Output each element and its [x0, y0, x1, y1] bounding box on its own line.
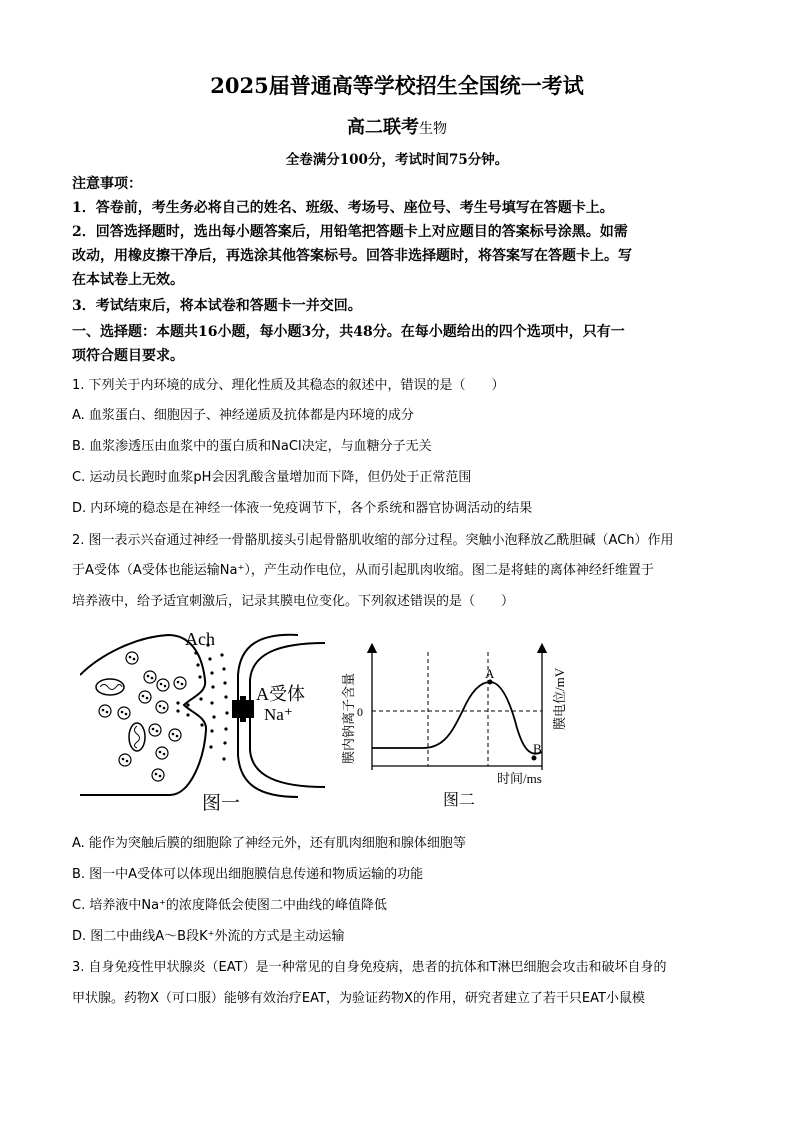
synaptic-vesicles: [99, 652, 186, 781]
vesicle-contents: [102, 656, 184, 778]
membrane-potential-curve: [372, 682, 542, 754]
notice-line: 在本试卷上无效。: [72, 272, 184, 288]
option-a: A. 能作为突触后膜的细胞除了神经元外，还有肌肉细胞和腺体细胞等: [72, 836, 466, 851]
figure-2-membrane-potential-graph: [335, 640, 580, 815]
mitochondrion-cristae: [100, 685, 122, 690]
figure-2-caption: 图二: [443, 792, 476, 809]
mitochondrion-icon: [129, 723, 145, 751]
notice-line: 1．答卷前，考生务必将自己的姓名、班级、考场号、座位号、考生号填写在答题卡上。: [72, 200, 614, 216]
point-b-label: B: [533, 741, 542, 756]
right-axis-label: 膜电位/mV: [552, 667, 567, 730]
x-axis-label: 时间/ms: [497, 771, 542, 786]
figure-1-caption: 图一: [202, 793, 241, 814]
point-b-marker: [532, 756, 537, 761]
option-a: A. 血浆蛋白、细胞因子、神经递质及抗体都是内环境的成分: [72, 408, 414, 423]
question-stem: 1. 下列关于内环境的成分、理化性质及其稳态的叙述中，错误的是（ ）: [72, 378, 505, 393]
question-stem: 甲状腺。药物X（可口服）能够有效治疗EAT，为验证药物X的作用，研究者建立了若干只EAT小鼠模: [72, 991, 645, 1006]
option-c: C. 培养液中Na⁺的浓度降低会使图二中曲线的峰值降低: [72, 898, 387, 913]
question-stem: 2. 图一表示兴奋通过神经一骨骼肌接头引起骨骼肌收缩的部分过程。突触小泡释放乙酰胆碱（ACh）作用: [72, 533, 674, 548]
exam-title: 2025届普通高等学校招生全国统一考试: [210, 73, 584, 98]
a-receptor-channel: [240, 696, 246, 722]
point-a-label: A: [485, 666, 495, 681]
notice-line: 2．回答选择题时，选出每小题答案后，用铅笔把答题卡上对应题目的答案标号涂黑。如需: [72, 224, 628, 240]
question-stem: 3. 自身免疫性甲状腺炎（EAT）是一种常见的自身免疫病，患者的抗体和T淋巴细胞会攻击和破坏自身的: [72, 960, 667, 975]
notice-heading: 注意事项：: [72, 176, 142, 192]
ach-label: Ach: [185, 629, 215, 649]
option-d: D. 图二中曲线A～B段K⁺外流的方式是主动运输: [72, 929, 345, 944]
option-b: B. 血浆渗透压由血浆中的蛋白质和NaCl决定，与血糖分子无关: [72, 439, 432, 454]
na-label: Na⁺: [264, 705, 293, 724]
section-heading: 一、选择题：本题共16小题，每小题3分，共48分。在每小题给出的四个选项中，只有一: [72, 324, 625, 340]
exam-subtitle: [0, 113, 794, 139]
section-heading: 项符合题目要求。: [72, 348, 184, 364]
left-axis-label: 膜内钠离子含量: [341, 672, 356, 764]
subtitle-subject: 生物: [419, 121, 447, 137]
a-receptor-label: A受体: [256, 684, 305, 704]
notice-line: 3．考试结束后，将本试卷和答题卡一并交回。: [72, 298, 362, 314]
acetylcholine-molecules: [176, 643, 228, 760]
score-line: 全卷满分100分，考试时间75分钟。: [285, 152, 509, 168]
question-stem: 培养液中，给予适宜刺激后，记录其膜电位变化。下列叙述错误的是（ ）: [72, 594, 515, 609]
subtitle-main: 高二联考: [347, 117, 419, 138]
question-stem: 于A受体（A受体也能运输Na⁺），产生动作电位，从而引起肌肉收缩。图二是将蛙的离体神经纤维置于: [72, 563, 654, 578]
zero-label: 0: [357, 705, 363, 719]
mitochondrion-cristae: [135, 726, 140, 748]
notice-line: 改动，用橡皮擦干净后，再选涂其他答案标号。回答非选择题时，将答案写在答题卡上。写: [72, 248, 632, 264]
option-c: C. 运动员长跑时血浆pH会因乳酸含量增加而下降，但仍处于正常范围: [72, 470, 472, 485]
option-d: D. 内环境的稳态是在神经一体液一免疫调节下，各个系统和器官协调活动的结果: [72, 501, 533, 516]
option-b: B. 图一中A受体可以体现出细胞膜信息传递和物质运输的功能: [72, 867, 424, 882]
figure-1-synapse: [80, 625, 330, 815]
